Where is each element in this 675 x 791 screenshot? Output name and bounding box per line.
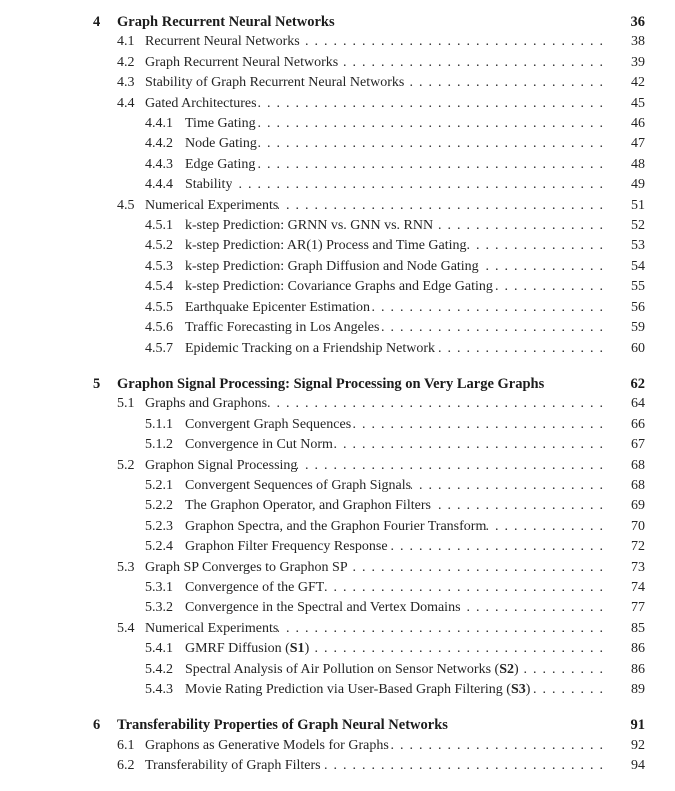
entry-page-number: 85 <box>631 620 645 636</box>
entry-number: 6.1 <box>117 737 135 753</box>
toc-entry[interactable] <box>93 277 645 297</box>
entry-number: 4.5.5 <box>145 299 173 315</box>
entry-page-number: 86 <box>631 641 645 657</box>
dot-leader <box>255 155 605 175</box>
dot-leader <box>324 578 605 598</box>
toc-entry[interactable] <box>93 598 645 618</box>
entry-title: k-step Prediction: GRNN vs. GNN vs. RNN <box>185 218 434 234</box>
entry-number: 4.4.2 <box>145 136 173 152</box>
dot-leader <box>530 680 605 700</box>
toc-entry[interactable] <box>93 257 645 277</box>
entry-page-number: 38 <box>631 34 645 50</box>
entry-page-number: 52 <box>631 218 645 234</box>
toc-entry[interactable] <box>93 53 645 73</box>
dot-leader <box>467 236 605 256</box>
entry-number: 4.1 <box>117 34 135 50</box>
toc-entry[interactable] <box>93 155 645 175</box>
entry-page-number: 48 <box>631 156 645 172</box>
entry-title: k-step Prediction: Graph Diffusion and Node Gating <box>185 258 479 274</box>
toc-list <box>93 12 645 777</box>
entry-page-number: 60 <box>631 340 645 356</box>
toc-entry[interactable] <box>93 756 645 776</box>
dot-leader <box>379 318 605 338</box>
entry-number: 5.3.2 <box>145 600 173 616</box>
dot-leader <box>309 639 605 659</box>
entry-title: Numerical Experiments <box>145 197 279 213</box>
entry-title: Convergence in the Spectral and Vertex Domains <box>185 600 461 616</box>
toc-entry[interactable] <box>93 298 645 318</box>
dot-leader <box>370 298 605 318</box>
toc-entry[interactable] <box>93 94 645 114</box>
dot-leader <box>257 94 605 114</box>
dot-leader <box>278 196 605 216</box>
entry-title: Stability <box>185 177 233 193</box>
dot-leader <box>461 598 605 618</box>
entry-page-number: 72 <box>631 539 645 555</box>
entry-number: 5.1.1 <box>145 416 173 432</box>
entry-number: 4.5.2 <box>145 238 173 254</box>
toc-entry[interactable] <box>93 134 645 154</box>
entry-number: 4.5.6 <box>145 320 173 336</box>
entry-page-number: 62 <box>630 375 645 392</box>
entry-page-number: 91 <box>630 717 645 734</box>
entry-number: 6.2 <box>117 758 135 774</box>
entry-title: Graph Recurrent Neural Networks <box>145 54 339 70</box>
toc-entry[interactable] <box>93 114 645 134</box>
entry-page-number: 92 <box>631 737 645 753</box>
toc-entry[interactable] <box>93 619 645 639</box>
dot-leader <box>267 394 605 414</box>
entry-page-number: 68 <box>631 457 645 473</box>
toc-entry[interactable] <box>93 578 645 598</box>
entry-page-number: 54 <box>631 258 645 274</box>
dot-leader <box>404 73 605 93</box>
entry-page-number: 89 <box>631 682 645 697</box>
dot-leader <box>389 736 605 756</box>
entry-page-number: 86 <box>631 661 645 677</box>
entry-title: Convergent Sequences of Graph Signals <box>185 477 412 493</box>
entry-number: 6 <box>93 717 101 734</box>
toc-entry[interactable] <box>93 456 645 476</box>
entry-title: Time Gating <box>185 116 256 132</box>
entry-title: Graph SP Converges to Graphon SP <box>145 559 348 575</box>
entry-number: 5.3.1 <box>145 579 173 595</box>
entry-title: Recurrent Neural Networks <box>145 34 300 50</box>
entry-page-number: 42 <box>631 75 645 91</box>
entry-number: 4.5.7 <box>145 340 173 356</box>
toc-entry[interactable] <box>93 32 645 52</box>
entry-number: 4.5.4 <box>145 279 173 295</box>
toc-entry[interactable] <box>93 435 645 455</box>
entry-title: Convergent Graph Sequences <box>185 416 352 432</box>
entry-title: Graphon Filter Frequency Response <box>185 539 388 555</box>
entry-page-number: 56 <box>631 299 645 315</box>
entry-title: Stability of Graph Recurrent Neural Networks <box>145 75 405 91</box>
entry-number: 5.4.1 <box>145 641 173 657</box>
entry-number: 4.4.4 <box>145 177 173 193</box>
entry-title: k-step Prediction: AR(1) Process and Time Gating <box>185 238 467 254</box>
entry-page-number: 46 <box>631 116 645 132</box>
entry-title: Graphon Signal Processing <box>145 457 298 473</box>
toc-entry[interactable] <box>93 374 645 394</box>
entry-title: Numerical Experiments <box>145 620 279 636</box>
toc-entry[interactable] <box>93 476 645 496</box>
toc-entry[interactable] <box>93 660 645 680</box>
entry-page-number: 53 <box>631 238 645 254</box>
entry-title: Gated Architectures <box>145 95 257 111</box>
entry-title: The Graphon Operator, and Graphon Filters <box>185 498 431 514</box>
dot-leader <box>486 517 605 537</box>
toc-entry[interactable] <box>93 339 645 359</box>
dot-leader <box>519 660 605 680</box>
entry-number: 5.4 <box>117 620 135 636</box>
entry-page-number: 69 <box>631 498 645 514</box>
entry-page-number: 49 <box>631 177 645 193</box>
entry-title: Spectral Analysis of Air Pollution on Sensor Networks (S2) <box>185 661 519 677</box>
entry-page-number: 51 <box>631 197 645 213</box>
entry-number: 5.3 <box>117 559 135 575</box>
toc-entry[interactable] <box>93 537 645 557</box>
entry-page-number: 68 <box>631 477 645 493</box>
dot-leader <box>431 496 605 516</box>
entry-title: Transferability Properties of Graph Neural Networks <box>117 717 448 734</box>
entry-number: 4.2 <box>117 54 135 70</box>
entry-title: Transferability of Graph Filters <box>145 758 321 774</box>
toc-entry[interactable] <box>93 394 645 414</box>
toc-entry[interactable] <box>93 496 645 516</box>
dot-leader <box>256 114 605 134</box>
entry-page-number: 39 <box>631 54 645 70</box>
entry-page-number: 74 <box>631 579 645 595</box>
dot-leader <box>257 134 605 154</box>
entry-number: 5.1 <box>117 396 135 412</box>
toc-entry[interactable] <box>93 415 645 435</box>
entry-title: Edge Gating <box>185 156 256 172</box>
entry-page-number: 47 <box>631 136 645 152</box>
toc-entry[interactable] <box>93 318 645 338</box>
entry-number: 4 <box>93 14 101 30</box>
entry-title: Movie Rating Prediction via User-Based Graph Filtering (S3) <box>185 682 531 697</box>
dot-leader <box>479 257 605 277</box>
entry-number: 5.2.1 <box>145 477 173 493</box>
entry-number: 5.2.4 <box>145 539 173 555</box>
dot-leader <box>411 476 605 496</box>
entry-number: 4.3 <box>117 75 135 91</box>
dot-leader <box>433 216 605 236</box>
dot-leader <box>297 456 605 476</box>
dot-leader <box>493 277 605 297</box>
toc-entry[interactable] <box>93 715 645 735</box>
entry-number: 4.4.1 <box>145 116 173 132</box>
toc-entry[interactable] <box>93 517 645 537</box>
dot-leader <box>348 558 605 578</box>
entry-title: Epidemic Tracking on a Friendship Network <box>185 340 436 356</box>
toc-entry[interactable] <box>93 236 645 256</box>
entry-page-number: 67 <box>631 437 645 453</box>
entry-page-number: 64 <box>631 396 645 412</box>
dot-leader <box>232 175 605 195</box>
toc-entry[interactable] <box>93 558 645 578</box>
entry-title: Convergence of the GFT <box>185 579 325 595</box>
toc-entry[interactable] <box>93 736 645 756</box>
entry-title: Node Gating <box>185 136 257 152</box>
dot-leader <box>333 435 605 455</box>
entry-title: Convergence in Cut Norm <box>185 437 333 453</box>
toc-entry[interactable] <box>93 216 645 236</box>
toc-entry[interactable] <box>93 196 645 216</box>
entry-number: 5.4.3 <box>145 682 173 697</box>
entry-page-number: 45 <box>631 95 645 111</box>
dot-leader <box>388 537 605 557</box>
toc-entry[interactable] <box>93 639 645 659</box>
entry-page-number: 59 <box>631 320 645 336</box>
entry-title: Graphs and Graphons <box>145 396 268 412</box>
entry-page-number: 66 <box>631 416 645 432</box>
entry-number: 4.5.1 <box>145 218 173 234</box>
entry-title: Earthquake Epicenter Estimation <box>185 299 371 315</box>
entry-page-number: 73 <box>631 559 645 575</box>
entry-number: 5.1.2 <box>145 437 173 453</box>
entry-number: 4.5 <box>117 197 135 213</box>
entry-number: 4.5.3 <box>145 258 173 274</box>
entry-number: 5.2.2 <box>145 498 173 514</box>
entry-number: 5.4.2 <box>145 661 173 677</box>
dot-leader <box>435 339 605 359</box>
entry-title: Graphon Signal Processing: Signal Processing on Very Large Graphs <box>117 375 545 392</box>
entry-page-number: 77 <box>631 600 645 616</box>
dot-leader <box>321 756 605 776</box>
entry-title: Graphons as Generative Models for Graphs <box>145 737 389 753</box>
dot-leader <box>278 619 605 639</box>
entry-number: 5.2 <box>117 457 135 473</box>
dot-leader <box>300 32 605 52</box>
dot-leader <box>351 415 605 435</box>
toc-entry[interactable] <box>93 680 645 700</box>
entry-title: k-step Prediction: Covariance Graphs and Edge Gating <box>185 279 493 295</box>
entry-title: GMRF Diffusion (S1) <box>185 641 310 657</box>
entry-page-number: 55 <box>631 279 645 295</box>
toc-entry[interactable] <box>93 12 645 32</box>
entry-number: 4.4.3 <box>145 156 173 172</box>
entry-title: Graph Recurrent Neural Networks <box>117 14 335 30</box>
entry-number: 4.4 <box>117 95 135 111</box>
entry-number: 5 <box>93 375 101 392</box>
toc-entry[interactable] <box>93 175 645 195</box>
entry-page-number: 36 <box>630 14 645 30</box>
entry-page-number: 94 <box>631 758 645 774</box>
toc-entry[interactable] <box>93 73 645 93</box>
entry-title: Graphon Spectra, and the Graphon Fourier Transform <box>185 518 487 534</box>
entry-title: Traffic Forecasting in Los Angeles <box>185 320 380 336</box>
entry-number: 5.2.3 <box>145 518 173 534</box>
entry-page-number: 70 <box>631 518 645 534</box>
dot-leader <box>338 53 605 73</box>
